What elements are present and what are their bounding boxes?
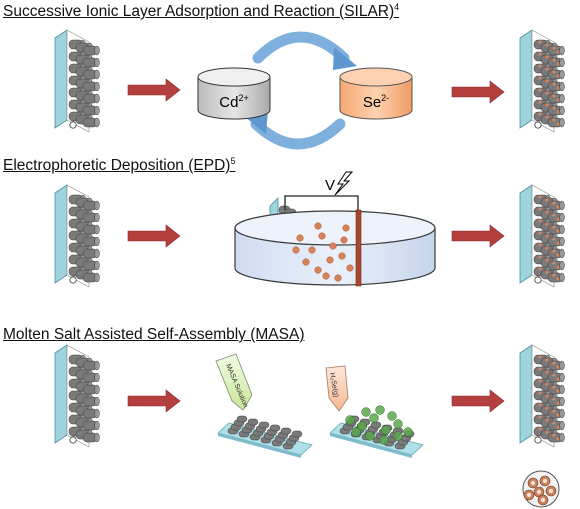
nanotube bbox=[548, 361, 564, 370]
tube-bore bbox=[527, 493, 531, 497]
nanotube bbox=[83, 201, 99, 210]
glass-substrate bbox=[55, 345, 67, 443]
quantum-dot bbox=[327, 257, 334, 264]
cd-container bbox=[198, 68, 270, 119]
quantum-dot bbox=[538, 88, 541, 91]
silar-title: Successive Ionic Layer Adsorption and Reaction (SILAR) bbox=[3, 3, 395, 21]
salt-coating bbox=[394, 420, 403, 429]
nanotube bbox=[548, 94, 564, 103]
quantum-dot bbox=[552, 58, 555, 61]
nanotube bbox=[548, 201, 564, 210]
quantum-dot bbox=[552, 409, 555, 412]
tube-bore bbox=[531, 481, 535, 485]
quantum-dot bbox=[538, 403, 541, 406]
process-arrow bbox=[128, 390, 180, 412]
quantum-dot bbox=[339, 253, 346, 260]
nanotube bbox=[83, 213, 99, 222]
quantum-dot bbox=[557, 242, 560, 245]
quantum-dot bbox=[545, 234, 548, 237]
process-arrow bbox=[452, 225, 504, 247]
quantum-dot bbox=[545, 418, 548, 421]
quantum-dot bbox=[538, 64, 541, 67]
quantum-dot bbox=[545, 358, 548, 361]
quantum-dot bbox=[538, 255, 541, 258]
quantum-dot bbox=[557, 123, 560, 126]
nanotube bbox=[548, 82, 564, 91]
contact-ring bbox=[535, 277, 541, 283]
circuit-wire bbox=[285, 196, 358, 212]
salt-coating bbox=[370, 414, 379, 423]
masa-title: Molten Salt Assisted Self-Assembly (MASA) bbox=[3, 326, 305, 344]
masa-steps bbox=[216, 354, 559, 507]
salt-coating bbox=[352, 428, 361, 437]
quantum-dot bbox=[538, 231, 541, 234]
cycle-arrow-top bbox=[258, 37, 344, 58]
epd-title: Electrophoretic Deposition (EPD) bbox=[3, 157, 231, 175]
quantum-dot bbox=[538, 219, 541, 222]
quantum-dot bbox=[552, 421, 555, 424]
voltage-label: V bbox=[325, 177, 336, 194]
quantum-dot bbox=[293, 247, 300, 254]
salt-coating bbox=[376, 406, 385, 415]
nanotube bbox=[83, 385, 99, 394]
quantum-dot bbox=[545, 394, 548, 397]
glass-substrate bbox=[520, 185, 532, 283]
quantum-dot bbox=[545, 406, 548, 409]
quantum-dot bbox=[538, 207, 541, 210]
nanotube bbox=[548, 397, 564, 406]
quantum-dot bbox=[315, 223, 322, 230]
process-arrow bbox=[128, 79, 180, 101]
glass-substrate bbox=[520, 30, 532, 128]
contact-ring bbox=[535, 437, 541, 443]
bare-electrode-silar bbox=[55, 30, 99, 132]
quantum-dot bbox=[545, 430, 548, 433]
quantum-dot bbox=[557, 230, 560, 233]
quantum-dot bbox=[341, 237, 348, 244]
quantum-dot bbox=[552, 70, 555, 73]
quantum-dot bbox=[552, 249, 555, 252]
nanotube bbox=[548, 433, 564, 442]
nanotube bbox=[548, 58, 564, 67]
quantum-dot bbox=[557, 414, 560, 417]
silar-ref: 4 bbox=[394, 2, 400, 12]
quantum-dot bbox=[557, 87, 560, 90]
quantum-dot bbox=[545, 198, 548, 201]
nanotube-cross-section-inset bbox=[523, 471, 559, 507]
quantum-dot bbox=[552, 213, 555, 216]
quantum-dot bbox=[309, 247, 316, 254]
sensitized-electrode-silar bbox=[520, 30, 564, 132]
nanotube bbox=[83, 261, 99, 270]
nanotube bbox=[83, 273, 99, 282]
quantum-dot bbox=[557, 75, 560, 78]
masa-solution-label: MASA Solution bbox=[224, 363, 249, 409]
quantum-dot bbox=[538, 415, 541, 418]
quantum-dot bbox=[545, 258, 548, 261]
quantum-dot bbox=[545, 115, 548, 118]
nanotube bbox=[248, 419, 258, 425]
nanotube bbox=[548, 213, 564, 222]
nanotube bbox=[83, 58, 99, 67]
contact-ring bbox=[70, 277, 76, 283]
sensitized-electrode-epd bbox=[520, 185, 564, 287]
quantum-dot bbox=[538, 52, 541, 55]
quantum-dot bbox=[545, 67, 548, 70]
quantum-dot bbox=[538, 379, 541, 382]
epd-ref: 5 bbox=[230, 156, 236, 166]
nanotube bbox=[548, 70, 564, 79]
tube-bore bbox=[537, 490, 541, 494]
salt-coating bbox=[394, 432, 403, 441]
quantum-dot bbox=[557, 278, 560, 281]
cycle-arrowhead-top bbox=[333, 47, 357, 70]
quantum-dot bbox=[319, 233, 326, 240]
nanotube bbox=[548, 249, 564, 258]
glass-substrate bbox=[55, 185, 67, 283]
quantum-dot bbox=[557, 63, 560, 66]
quantum-dot bbox=[557, 111, 560, 114]
process-arrow bbox=[452, 390, 504, 412]
nanotube bbox=[548, 46, 564, 55]
quantum-dot bbox=[303, 259, 310, 266]
lightning-icon bbox=[335, 172, 352, 195]
quantum-dot bbox=[330, 243, 337, 250]
quantum-dot bbox=[552, 94, 555, 97]
quantum-dot bbox=[552, 82, 555, 85]
contact-ring bbox=[535, 122, 541, 128]
contact-ring bbox=[70, 437, 76, 443]
nanotube bbox=[83, 397, 99, 406]
process-arrow bbox=[452, 81, 504, 103]
se-label: $Se^{2-}$ bbox=[362, 93, 390, 111]
quantum-dot bbox=[538, 367, 541, 370]
quantum-dot bbox=[557, 254, 560, 257]
quantum-dot bbox=[545, 270, 548, 273]
nanotube bbox=[548, 118, 564, 127]
counter-electrode bbox=[356, 210, 361, 286]
quantum-dot bbox=[557, 206, 560, 209]
masa-substrate-1 bbox=[218, 416, 312, 458]
quantum-dot bbox=[557, 218, 560, 221]
quantum-dot bbox=[315, 267, 322, 274]
masa-solution-tag bbox=[216, 354, 252, 410]
h2se-label: H₂Se(g) bbox=[328, 372, 340, 398]
quantum-dot bbox=[538, 427, 541, 430]
quantum-dot bbox=[557, 378, 560, 381]
quantum-dot bbox=[552, 385, 555, 388]
masa-substrate-2 bbox=[330, 406, 423, 458]
nanotube bbox=[292, 431, 302, 437]
contact-ring bbox=[70, 122, 76, 128]
tube-bore bbox=[549, 489, 553, 493]
quantum-dot bbox=[538, 76, 541, 79]
quantum-dot bbox=[557, 390, 560, 393]
nanotube bbox=[259, 422, 269, 428]
nanotube bbox=[83, 70, 99, 79]
salt-coating bbox=[382, 426, 391, 435]
nanotube bbox=[83, 82, 99, 91]
quantum-dot bbox=[538, 100, 541, 103]
tube-bore bbox=[541, 498, 545, 502]
quantum-dot bbox=[545, 79, 548, 82]
nanotube bbox=[371, 422, 381, 428]
cd-label: $Cd^{2+}$ bbox=[219, 93, 249, 111]
quantum-dot bbox=[557, 51, 560, 54]
quantum-dot bbox=[545, 55, 548, 58]
quantum-dot bbox=[552, 118, 555, 121]
quantum-dot bbox=[538, 391, 541, 394]
quantum-dot bbox=[552, 261, 555, 264]
quantum-dot bbox=[538, 267, 541, 270]
nanotube bbox=[83, 249, 99, 258]
nanotube bbox=[237, 416, 247, 422]
quantum-dot bbox=[552, 373, 555, 376]
quantum-dot bbox=[538, 40, 541, 43]
quantum-dot bbox=[557, 426, 560, 429]
silar-cycle bbox=[198, 37, 412, 144]
quantum-dot bbox=[545, 382, 548, 385]
quantum-dot bbox=[297, 235, 304, 242]
nanotube bbox=[83, 361, 99, 370]
quantum-dot bbox=[538, 243, 541, 246]
nanotube bbox=[548, 225, 564, 234]
quantum-dot bbox=[545, 103, 548, 106]
quantum-dot bbox=[552, 106, 555, 109]
nanotube bbox=[281, 428, 291, 434]
bare-electrode-masa bbox=[55, 345, 99, 447]
salt-coating bbox=[388, 412, 397, 421]
nanotube bbox=[83, 94, 99, 103]
nanotube bbox=[548, 237, 564, 246]
quantum-dot bbox=[557, 99, 560, 102]
nanotube bbox=[83, 421, 99, 430]
nanotube bbox=[548, 261, 564, 270]
beaker-rim bbox=[235, 211, 435, 245]
nanotube bbox=[548, 373, 564, 382]
quantum-dot bbox=[323, 273, 330, 280]
tube-bore bbox=[543, 479, 547, 483]
nanotube bbox=[548, 421, 564, 430]
quantum-dot bbox=[552, 361, 555, 364]
nanotube bbox=[83, 237, 99, 246]
nanotube bbox=[548, 385, 564, 394]
quantum-dot bbox=[335, 275, 342, 282]
salt-coating bbox=[362, 408, 371, 417]
quantum-dot bbox=[538, 195, 541, 198]
glass-substrate bbox=[520, 345, 532, 443]
salt-coating bbox=[366, 432, 375, 441]
quantum-dot bbox=[545, 91, 548, 94]
nanotube bbox=[83, 46, 99, 55]
salt-coating bbox=[346, 416, 355, 425]
sensitized-electrode-masa bbox=[520, 345, 564, 447]
h2se-tag bbox=[326, 366, 348, 411]
quantum-dot bbox=[552, 46, 555, 49]
quantum-dot bbox=[557, 366, 560, 369]
epd-setup bbox=[235, 172, 435, 286]
glass-substrate bbox=[55, 30, 67, 128]
process-arrow bbox=[128, 225, 180, 247]
nanotube bbox=[548, 409, 564, 418]
salt-coating bbox=[380, 436, 389, 445]
quantum-dot bbox=[552, 273, 555, 276]
quantum-dot bbox=[343, 225, 350, 232]
nanotube bbox=[83, 433, 99, 442]
quantum-dot bbox=[557, 266, 560, 269]
se-container bbox=[340, 68, 412, 119]
quantum-dot bbox=[557, 438, 560, 441]
quantum-dot bbox=[545, 370, 548, 373]
nanotube bbox=[548, 106, 564, 115]
nanotube bbox=[83, 118, 99, 127]
quantum-dot bbox=[538, 355, 541, 358]
salt-coating bbox=[404, 428, 413, 437]
quantum-dot bbox=[545, 210, 548, 213]
quantum-dot bbox=[552, 225, 555, 228]
nanotube bbox=[83, 409, 99, 418]
quantum-dot bbox=[552, 433, 555, 436]
quantum-dot bbox=[545, 222, 548, 225]
nanotube bbox=[83, 106, 99, 115]
nanotube bbox=[83, 373, 99, 382]
bare-electrode-epd bbox=[55, 185, 99, 287]
quantum-dot bbox=[552, 397, 555, 400]
quantum-dot bbox=[557, 402, 560, 405]
quantum-dot bbox=[347, 265, 354, 272]
quantum-dot bbox=[552, 237, 555, 240]
nanotube bbox=[83, 225, 99, 234]
quantum-dot bbox=[545, 43, 548, 46]
quantum-dot bbox=[552, 201, 555, 204]
nanotube bbox=[270, 425, 280, 431]
cycle-arrow-bottom bbox=[256, 124, 340, 144]
nanotube bbox=[548, 273, 564, 282]
quantum-dot bbox=[545, 246, 548, 249]
quantum-dot bbox=[538, 112, 541, 115]
